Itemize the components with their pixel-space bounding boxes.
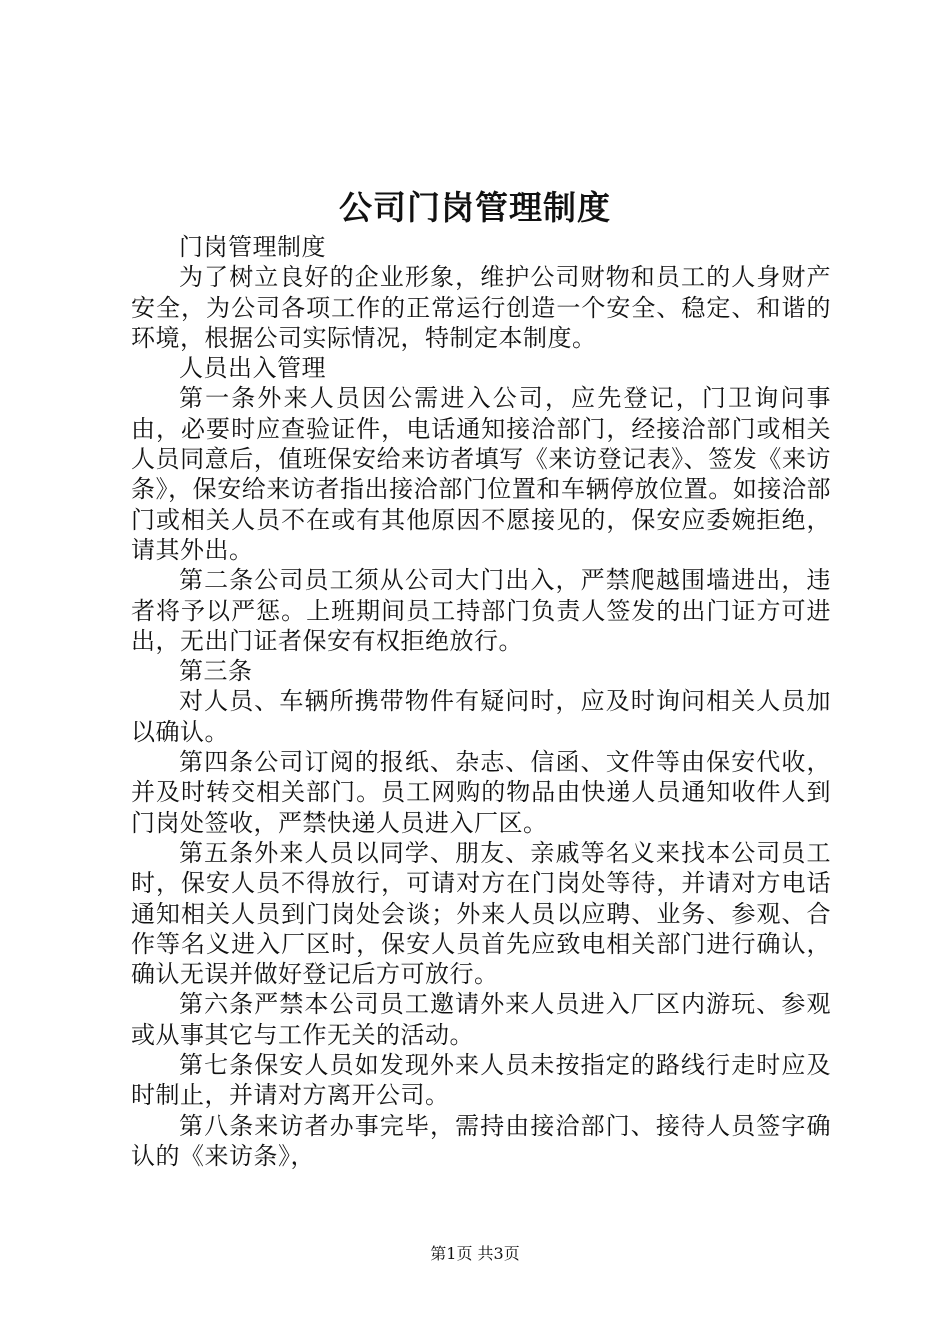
paragraph-article-5: 第五条外来人员以同学、朋友、亲戚等名义来找本公司员工时，保安人员不得放行，可请对方在门岗处等待，并请对方电话通知相关人员到门岗处会谈；外来人员以应聘、业务、参观、合作等名义进入厂区时，保安人员首先应致电相关部门进行确认，确认无误并做好登记后方可放行。 bbox=[131, 838, 831, 989]
paragraph-article-1: 第一条外来人员因公需进入公司，应先登记，门卫询问事由，必要时应查验证件，电话通知接洽部门，经接洽部门或相关人员同意后，值班保安给来访者填写《来访登记表》、签发《来访条》，保安给来访者指出接洽部门位置和车辆停放位置。如接洽部门或相关人员不在或有其他原因不愿接见的，保安应委婉拒绝，请其外出。 bbox=[131, 384, 831, 564]
page-footer: 第1页 共3页 bbox=[430, 1244, 520, 1263]
document-body bbox=[131, 232, 831, 1171]
paragraph-section-heading: 人员出入管理 bbox=[179, 354, 326, 383]
paragraph-article-8: 第八条来访者办事完毕，需持由接洽部门、接待人员签字确认的《来访条》， bbox=[131, 1111, 831, 1170]
paragraph-intro: 为了树立良好的企业形象，维护公司财物和员工的人身财产安全，为公司各项工作的正常运行创造一个安全、稳定、和谐的环境，根据公司实际情况，特制定本制度。 bbox=[131, 263, 831, 352]
document-title: 公司门岗管理制度 bbox=[339, 188, 611, 227]
paragraph-subtitle: 门岗管理制度 bbox=[179, 233, 326, 261]
paragraph-article-3-heading: 第三条 bbox=[179, 657, 253, 686]
paragraph-article-6: 第六条严禁本公司员工邀请外来人员进入厂区内游玩、参观或从事其它与工作无关的活动。 bbox=[131, 990, 831, 1049]
paragraph-article-2: 第二条公司员工须从公司大门出入，严禁爬越围墙进出，违者将予以严惩。上班期间员工持部门负责人签发的出门证方可进出，无出门证者保安有权拒绝放行。 bbox=[131, 566, 831, 655]
paragraph-article-3: 对人员、车辆所携带物件有疑问时，应及时询问相关人员加以确认。 bbox=[131, 687, 831, 746]
paragraph-article-4: 第四条公司订阅的报纸、杂志、信函、文件等由保安代收，并及时转交相关部门。员工网购的物品由快递人员通知收件人到门岗处签收，严禁快递人员进入厂区。 bbox=[131, 748, 831, 837]
paragraph-article-7: 第七条保安人员如发现外来人员未按指定的路线行走时应及时制止，并请对方离开公司。 bbox=[131, 1051, 831, 1110]
